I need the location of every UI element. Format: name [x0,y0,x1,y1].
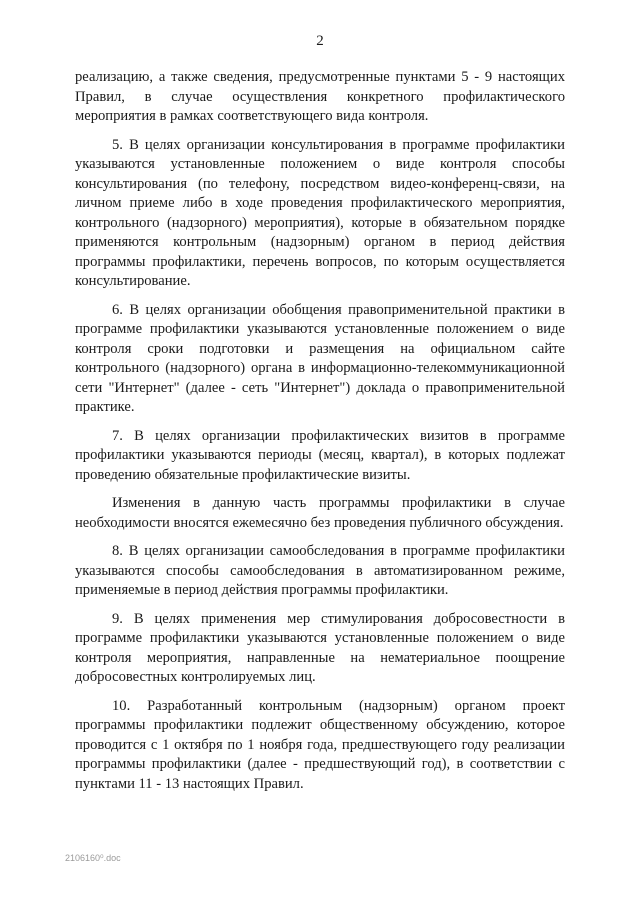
page-number: 2 [316,33,324,49]
paragraph-6: 6. В целях организации обобщения правоприменительной практики в программе профилактики указываются установленные положением о виде контроля сроки подготовки и размещения на официальном сайте контрольного (надзорного) органа в информационно-телекоммуникационной сети "Интернет" (далее - сеть "Интернет") доклада о правоприменительной практике. [75,301,565,415]
paragraph-7-note: Изменения в данную часть программы профилактики в случае необходимости вносятся ежемесячно без проведения публичного обсуждения. [75,495,565,531]
paragraph-8: 8. В целях организации самообследования в программе профилактики указываются способы самообследования в автоматизированном режиме, применяемые в период действия программы профилактики. [75,543,565,598]
document-body [75,68,565,803]
paragraph-5: 5. В целях организации консультирования в программе профилактики указываются установленные положением о виде контроля способы консультирования (по телефону, посредством видео-конференц-связи, на личном приеме либо в ходе проведения профилактического мероприятия, контрольного (надзорного) мероприятия), которые в обязательном порядке применяются контрольным (надзорным) органом в период действия программы профилактики, перечень вопросов, по которым осуществляется консультирование. [75,136,565,289]
paragraph-continuation: реализацию, а также сведения, предусмотренные пунктами 5 - 9 настоящих Правил, в случае осуществления конкретного профилактического мероприятия в рамках соответствующего вида контроля. [75,69,565,124]
file-code-footer: 2106160⁰.doc [65,853,121,863]
paragraph-9: 9. В целях применения мер стимулирования добросовестности в программе профилактики указываются установленные положением о виде контроля мероприятия, направленные на нематериальное поощрение добросовестных контролируемых лиц. [75,610,565,685]
paragraph-7: 7. В целях организации профилактических визитов в программе профилактики указываются периоды (месяц, квартал), в которых подлежат проведению обязательные профилактические визиты. [75,427,565,483]
paragraph-10: 10. Разработанный контрольным (надзорным) органом проект программы профилактики подлежит общественному обсуждению, которое проводится с 1 октября по 1 ноября года, предшествующего году реализации программы профилактики (далее - предшествующий год), в соответствии с пунктами 11 - 13 настоящих Правил. [75,697,565,792]
